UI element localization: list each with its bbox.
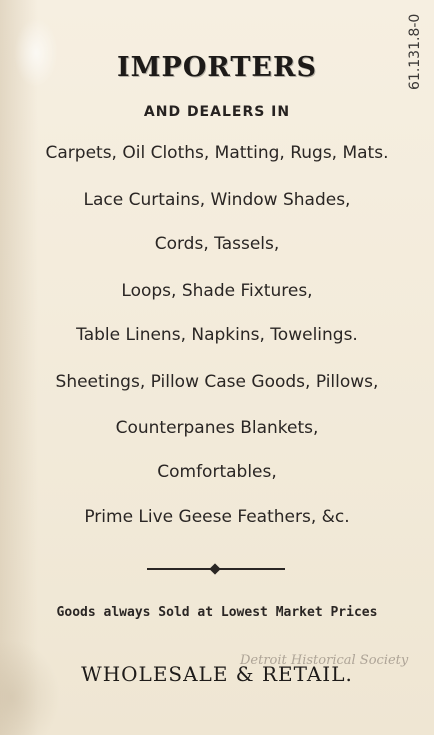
goods-line: Sheetings, Pillow Case Goods, Pillows, bbox=[55, 372, 379, 392]
goods-line: Comfortables, bbox=[157, 462, 277, 482]
divider-center-ornament bbox=[209, 563, 220, 574]
goods-line: Counterpanes Blankets, bbox=[115, 418, 319, 438]
card-title: IMPORTERS bbox=[117, 52, 317, 83]
goods-line: Prime Live Geese Feathers, &c. bbox=[84, 507, 350, 527]
goods-line: Cords, Tassels, bbox=[154, 234, 280, 254]
goods-line: Carpets, Oil Cloths, Matting, Rugs, Mats. bbox=[45, 143, 389, 163]
paper-wear bbox=[0, 640, 60, 735]
goods-line: Table Linens, Napkins, Towelings. bbox=[76, 325, 358, 345]
catalog-number: 61.131.8-0 bbox=[407, 13, 423, 90]
prices-note: Goods always Sold at Lowest Market Prices bbox=[56, 605, 378, 620]
wholesale-retail-line: WHOLESALE & RETAIL. bbox=[81, 662, 353, 686]
card-subtitle: AND DEALERS IN bbox=[143, 104, 291, 120]
goods-line: Lace Curtains, Window Shades, bbox=[83, 190, 351, 210]
goods-line: Loops, Shade Fixtures, bbox=[121, 281, 313, 301]
watermark: Detroit Historical Society bbox=[240, 653, 409, 668]
